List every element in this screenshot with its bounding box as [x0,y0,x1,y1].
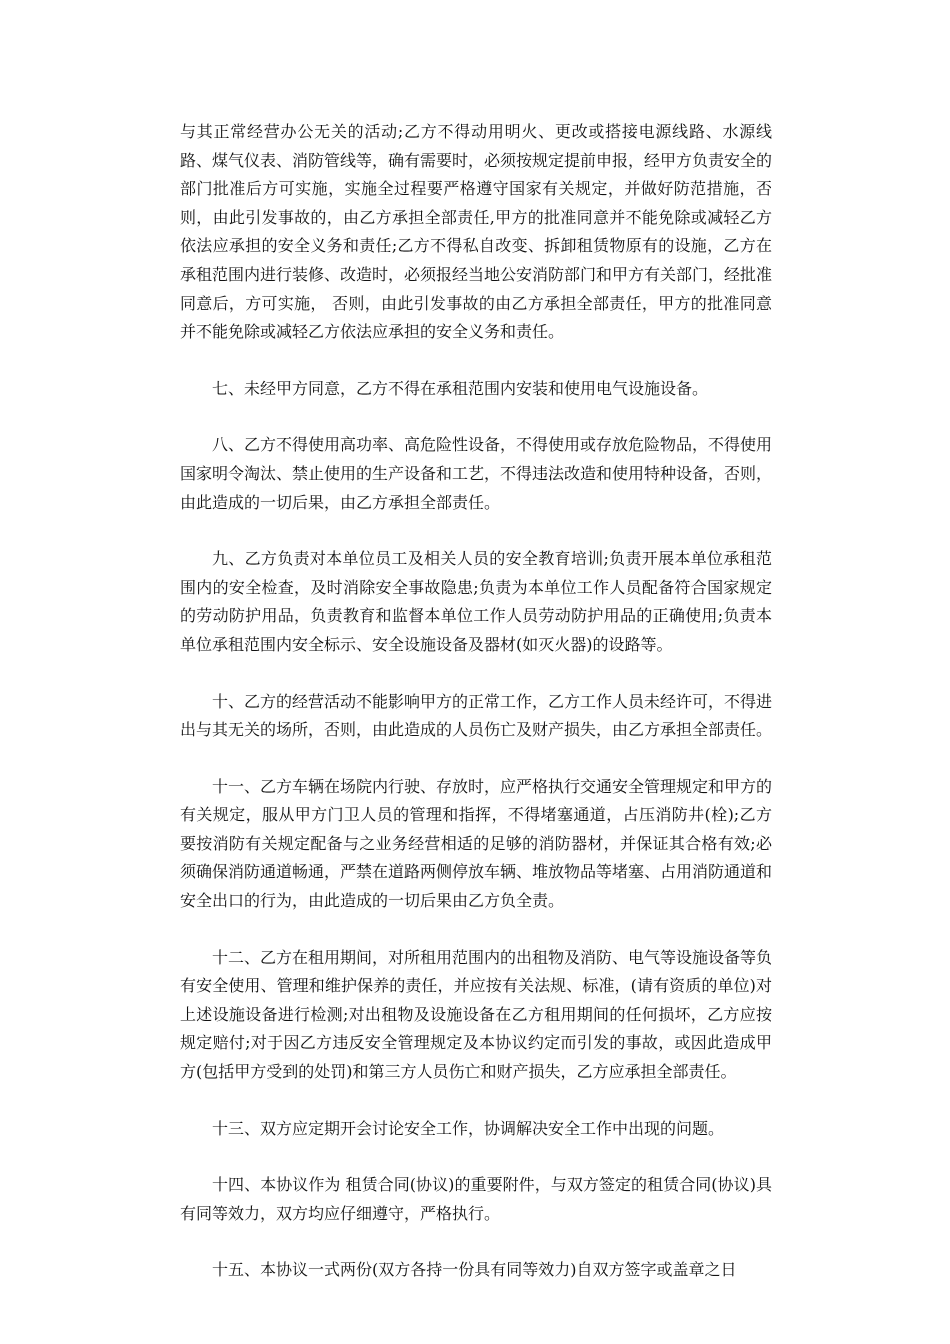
paragraph-clause-eleven: 十一、乙方车辆在场院内行驶、存放时，应严格执行交通安全管理规定和甲方的有关规定，服从甲方门卫人员的管理和指挥，不得堵塞通道，占压消防井(栓);乙方要按消防有关规定配备与之业务经营相适的足够的消防器材，并保证其合格有效;必须确保消防通道畅通，严禁在道路两侧停放车辆、堆放物品等堵塞、占用消防通道和安全出口的行为，由此造成的一切后果由乙方负全责。 [180,776,773,911]
paragraph-clause-fifteen: 十五、本协议一式两份(双方各持一份具有同等效力)自双方签字或盖章之日 [212,1260,737,1280]
paragraph-continued-clause-six: 与其正常经营办公无关的活动;乙方不得动用明火、更改或搭接电源线路、水源线路、煤气仪表、消防管线等，确有需要时，必须按规定提前申报，经甲方负责安全的部门批准后方可实施，实施全过程要严格遵守国家有关规定，并做好防范措施，否则，由此引发事故的，由乙方承担全部责任,甲方的批准同意并不能免除或减轻乙方依法应承担的安全义务和责任;乙方不得私自改变、拆卸租赁物原有的设施，乙方在承租范围内进行装修、改造时，必须报经当地公安消防部门和甲方有关部门，经批准同意后，方可实施， 否则，由此引发事故的由乙方承担全部责任，甲方的批准同意并不能免除或减轻乙方依法应承担的安全义务和责任。 [180,122,773,342]
paragraph-clause-fourteen: 十四、本协议作为 租赁合同(协议)的重要附件，与双方签定的租赁合同(协议)具有同等效力，双方均应仔细遵守，严格执行。 [180,1175,772,1223]
paragraph-clause-eight: 八、乙方不得使用高功率、高危险性设备，不得使用或存放危险物品，不得使用国家明令淘汰、禁止使用的生产设备和工艺，不得违法改造和使用特种设备，否则，由此造成的一切后果，由乙方承担全部责任。 [180,435,773,512]
paragraph-clause-ten: 十、乙方的经营活动不能影响甲方的正常工作，乙方工作人员未经许可，不得进出与其无关的场所，否则，由此造成的人员伤亡及财产损失，由乙方承担全部责任。 [180,691,773,740]
document-page [180,118,772,1313]
paragraph-clause-seven: 七、未经甲方同意，乙方不得在承租范围内安装和使用电气设施设备。 [212,378,709,398]
paragraph-clause-nine: 九、乙方负责对本单位员工及相关人员的安全教育培训;负责开展本单位承租范围内的安全检查，及时消除安全事故隐患;负责为本单位工作人员配备符合国家规定的劳动防护用品，负责教育和监督本单位工作人员劳动防护用品的正确使用;负责本单位承租范围内安全标示、安全设施设备及器材(如灭火器)的设路等。 [180,549,772,654]
paragraph-clause-twelve: 十二、乙方在租用期间，对所租用范围内的出租物及消防、电气等设施设备等负有安全使用、管理和维护保养的责任，并应按有关法规、标准，(请有资质的单位)对上述设施设备进行检测;对出租物及设施设备在乙方租用期间的任何损坏，乙方应按规定赔付;对于因乙方违反安全管理规定及本协议约定而引发的事故，或因此造成甲方(包括甲方受到的处罚)和第三方人员伤亡和财产损失，乙方应承担全部责任。 [180,947,773,1082]
paragraph-clause-thirteen: 十三、双方应定期开会讨论安全工作，协调解决安全工作中出现的问题。 [212,1118,725,1138]
